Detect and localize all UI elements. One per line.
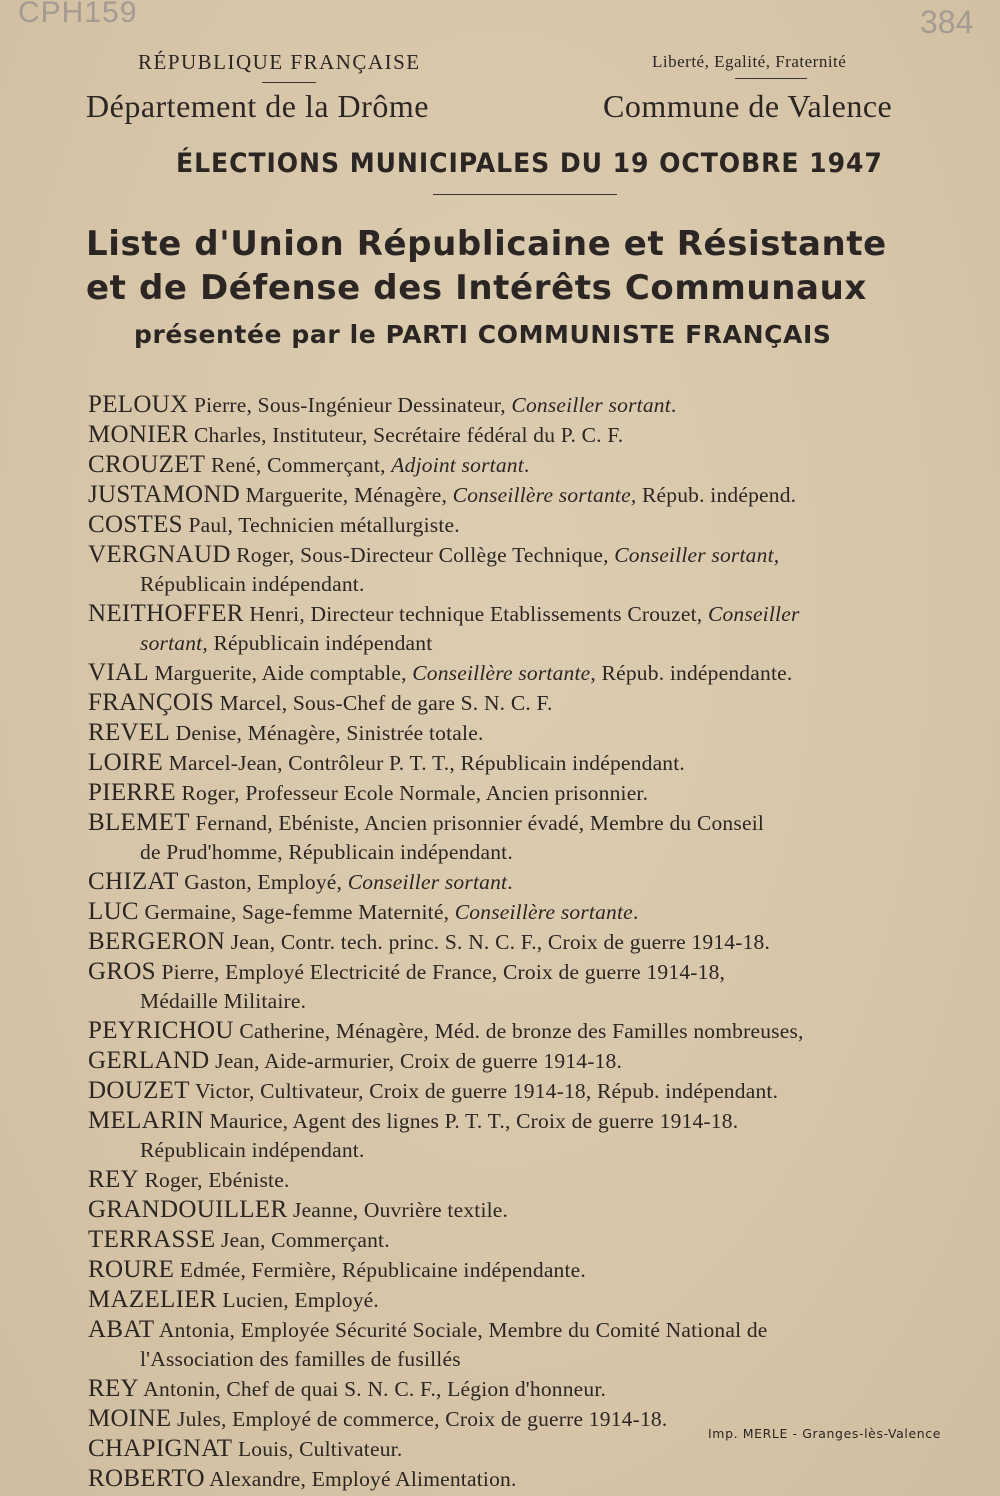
candidate-surname: MONIER (88, 421, 189, 448)
candidate-details: Jules, Employé de commerce, Croix de guerre 1914-18. (171, 1407, 668, 1431)
candidate-row (88, 420, 950, 450)
candidate-details: Edmée, Fermière, Républicaine indépendante. (174, 1258, 587, 1282)
candidate-row (88, 1106, 950, 1136)
candidate-status: Conseiller sortant (511, 393, 671, 417)
candidate-details: Républicain indépendant. (140, 1138, 365, 1162)
candidate-surname: ABAT (88, 1316, 155, 1343)
candidate-details: Catherine, Ménagère, Méd. de bronze des Familles nombreuses, (233, 1019, 804, 1043)
candidate-row (88, 1195, 950, 1225)
candidate-row (88, 1046, 950, 1076)
candidate-row (88, 1464, 950, 1494)
candidate-details: Jean, Commerçant. (215, 1228, 390, 1252)
candidate-row (88, 1225, 950, 1255)
candidate-status: Conseiller (707, 602, 800, 626)
candidate-status: Conseillère sortante, (412, 661, 596, 685)
candidate-details-tail: . (507, 870, 513, 894)
presented-by (134, 320, 904, 349)
candidate-surname: CHAPIGNAT (88, 1435, 233, 1462)
candidate-surname: BLEMET (88, 809, 190, 836)
candidate-surname: BERGERON (88, 928, 226, 955)
candidate-details: Roger, Professeur Ecole Normale, Ancien prisonnier. (175, 781, 649, 805)
candidate-details: Alexandre, Employé Alimentation. (204, 1467, 517, 1491)
candidate-surname: FRANÇOIS (88, 689, 215, 716)
candidate-row (88, 808, 950, 838)
candidate-surname: LOIRE (88, 749, 164, 776)
candidate-surname: REVEL (88, 719, 171, 746)
candidate-details: Médaille Militaire. (140, 989, 307, 1013)
candidate-details: Antonin, Chef de quai S. N. C. F., Légion d'honneur. (138, 1377, 607, 1401)
candidate-row (88, 390, 950, 420)
candidate-details: Fernand, Ebéniste, Ancien prisonnier évadé, Membre du Conseil (189, 811, 765, 835)
archive-reference: CPH159 (18, 0, 138, 29)
candidate-surname: GRANDOUILLER (88, 1196, 288, 1223)
candidate-surname: MAZELIER (88, 1286, 217, 1313)
candidate-row (88, 1255, 950, 1285)
candidate-status: sortant, (140, 631, 208, 655)
candidate-surname: VIAL (88, 659, 149, 686)
candidate-row-continuation (88, 1136, 950, 1165)
candidate-details: Républicain indépendant (207, 631, 433, 655)
archive-number: 384 (920, 4, 974, 40)
candidate-surname: DOUZET (88, 1077, 190, 1104)
candidate-details: Jean, Contr. tech. princ. S. N. C. F., Croix de guerre 1914-18. (225, 930, 771, 954)
candidate-surname: TERRASSE (88, 1226, 216, 1253)
candidate-row (88, 897, 950, 927)
candidate-surname: MELARIN (88, 1107, 204, 1134)
candidate-row (88, 718, 950, 748)
candidate-surname: CHIZAT (88, 868, 179, 895)
commune-heading: Commune de Valence (603, 88, 893, 124)
candidate-surname: VERGNAUD (88, 541, 231, 568)
candidate-details: Denise, Ménagère, Sinistrée totale. (170, 721, 484, 745)
candidate-surname: LUC (88, 898, 139, 925)
candidate-details: Roger, Ebéniste. (138, 1168, 290, 1192)
candidate-row (88, 867, 950, 897)
candidate-row (88, 1315, 950, 1345)
candidate-details: Jean, Aide-armurier, Croix de guerre 1914-18. (209, 1049, 623, 1073)
candidate-row (88, 1076, 950, 1106)
republic-heading: RÉPUBLIQUE FRANÇAISE (138, 50, 421, 74)
candidate-details: Pierre, Employé Electricité de France, Croix de guerre 1914-18, (155, 960, 726, 984)
candidate-details: Pierre, Sous-Ingénieur Dessinateur, (188, 393, 512, 417)
candidate-surname: COSTES (88, 511, 183, 538)
candidate-surname: ROURE (88, 1256, 175, 1283)
candidate-surname: REY (88, 1375, 139, 1402)
candidate-row (88, 1374, 950, 1404)
candidate-details: René, Commerçant, (205, 453, 392, 477)
presented-prefix: présentée par le (134, 320, 386, 349)
list-title-line-2: et de Défense des Intérêts Communaux (86, 268, 867, 308)
candidate-details: Maurice, Agent des lignes P. T. T., Croix de guerre 1914-18. (203, 1109, 739, 1133)
candidate-details: Marguerite, Ménagère, (240, 483, 453, 507)
candidate-details-tail: . (670, 393, 677, 417)
candidate-row-continuation (88, 987, 950, 1016)
candidate-surname: PEYRICHOU (88, 1017, 234, 1044)
candidate-row (88, 1016, 950, 1046)
candidate-surname: REY (88, 1166, 139, 1193)
candidate-details: l'Association des familles de fusillés (140, 1347, 461, 1371)
candidate-list (88, 390, 950, 1494)
candidate-status: Conseiller sortant (347, 870, 508, 894)
department-heading: Département de la Drôme (86, 88, 429, 124)
candidate-surname: NEITHOFFER (88, 600, 244, 627)
candidate-surname: PIERRE (88, 779, 176, 806)
candidate-row (88, 927, 950, 957)
candidate-row (88, 450, 950, 480)
candidate-row (88, 510, 950, 540)
candidate-details: Paul, Technicien métallurgiste. (182, 513, 460, 537)
candidate-surname: GERLAND (88, 1047, 210, 1074)
candidate-row (88, 957, 950, 987)
candidate-status: Conseillère sortante, (452, 483, 637, 507)
candidate-surname: GROS (88, 958, 156, 985)
candidate-row (88, 480, 950, 510)
candidate-row (88, 748, 950, 778)
printer-credit: Imp. MERLE - Granges-lès-Valence (708, 1426, 942, 1441)
candidate-row (88, 1285, 950, 1315)
candidate-details: Henri, Directeur technique Etablissements Crouzet, (243, 602, 708, 626)
divider (262, 82, 316, 83)
candidate-status: Conseillère sortante (454, 900, 633, 924)
candidate-surname: MOINE (88, 1405, 172, 1432)
divider (433, 194, 617, 195)
candidate-details-tail: Répub. indépend. (636, 483, 797, 507)
candidate-details: Germaine, Sage-femme Maternité, (138, 900, 455, 924)
candidate-row-continuation (88, 570, 950, 599)
candidate-details: Républicain indépendant. (140, 572, 365, 596)
candidate-details: de Prud'homme, Républicain indépendant. (140, 840, 513, 864)
candidate-surname: CROUZET (88, 451, 206, 478)
candidate-details: Marguerite, Aide comptable, (148, 661, 413, 685)
candidate-details: Lucien, Employé. (216, 1288, 379, 1312)
candidate-details: Marcel-Jean, Contrôleur P. T. T., Républicain indépendant. (163, 751, 686, 775)
candidate-row-continuation (88, 1345, 950, 1374)
candidate-status: Adjoint sortant (391, 453, 524, 477)
candidate-details-tail: . (632, 900, 639, 924)
party-name: PARTI COMMUNISTE FRANÇAIS (385, 320, 832, 349)
candidate-row (88, 1165, 950, 1195)
candidate-row (88, 688, 950, 718)
candidate-row (88, 778, 950, 808)
list-title-line-1: Liste d'Union Républicaine et Résistante (86, 224, 887, 264)
national-motto: Liberté, Egalité, Fraternité (652, 52, 847, 71)
candidate-details-tail: Répub. indépendante. (595, 661, 793, 685)
candidate-details: Roger, Sous-Directeur Collège Technique, (230, 543, 615, 567)
candidate-surname: JUSTAMOND (88, 481, 241, 508)
candidate-details: Jeanne, Ouvrière textile. (287, 1198, 509, 1222)
candidate-surname: PELOUX (88, 391, 189, 418)
candidate-details: Antonia, Employée Sécurité Sociale, Membre du Comité National de (154, 1318, 768, 1342)
candidate-details: Louis, Cultivateur. (232, 1437, 403, 1461)
candidate-row (88, 599, 950, 629)
candidate-status: Conseiller sortant, (614, 543, 780, 567)
candidate-details: Victor, Cultivateur, Croix de guerre 1914-18, Répub. indépendant. (189, 1079, 779, 1103)
candidate-details: Gaston, Employé, (178, 870, 348, 894)
candidate-details-tail: . (523, 453, 530, 477)
candidate-row-continuation (88, 629, 950, 658)
candidate-row (88, 658, 950, 688)
candidate-surname: ROBERTO (88, 1465, 205, 1492)
divider (735, 78, 807, 79)
elections-title: ÉLECTIONS MUNICIPALES DU 19 OCTOBRE 1947 (176, 148, 883, 179)
candidate-details: Charles, Instituteur, Secrétaire fédéral du P. C. F. (188, 423, 624, 447)
candidate-details: Marcel, Sous-Chef de gare S. N. C. F. (214, 691, 553, 715)
candidate-row-continuation (88, 838, 950, 867)
candidate-row (88, 540, 950, 570)
